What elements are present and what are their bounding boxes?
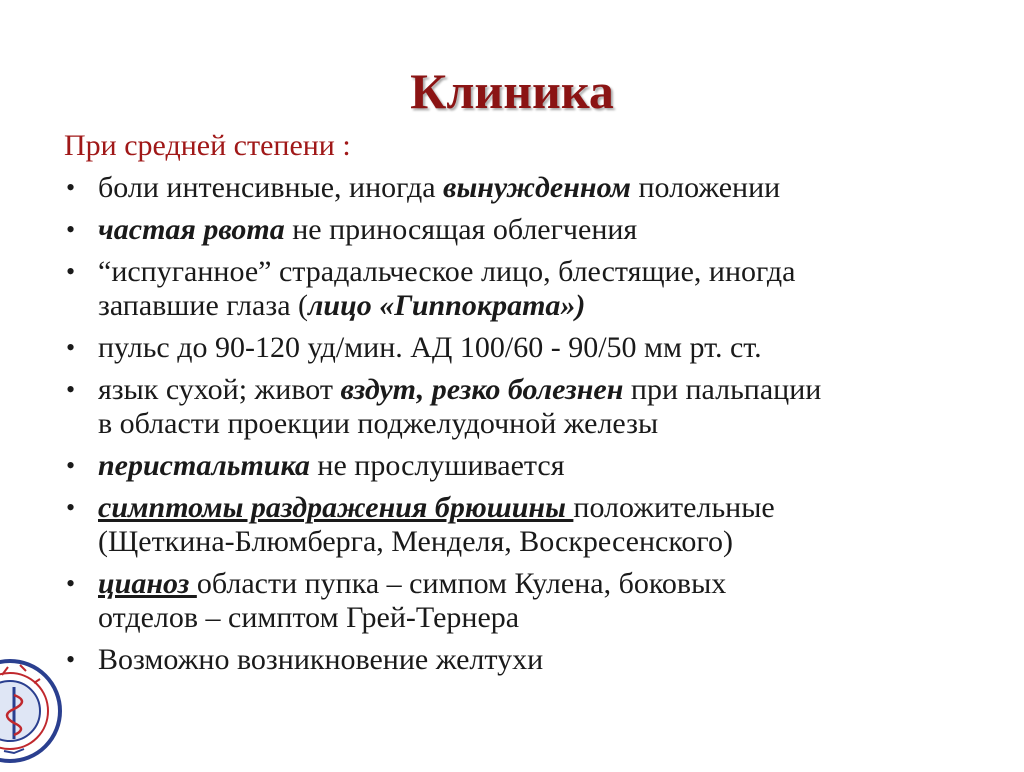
bullet-item — [60, 331, 1024, 365]
bullet-marker: • — [66, 569, 76, 598]
bullet-text-segment: перистальтика — [98, 449, 310, 482]
bullet-text-segment: положительные — [573, 491, 775, 524]
bullet-line — [98, 407, 1024, 441]
bullet-line — [98, 567, 1024, 601]
bullet-item — [60, 213, 1024, 247]
slide-title: Клиника — [410, 63, 614, 119]
bullet-line — [98, 171, 1024, 205]
bullet-line — [98, 601, 1024, 635]
bullet-marker: • — [66, 493, 76, 522]
bullet-text-segment: симптомы раздражения брюшины — [98, 491, 574, 524]
bullet-text-segment: при пальпации — [623, 373, 822, 406]
bullet-text-segment: в области проекции поджелудочной железы — [98, 407, 659, 440]
bullet-text-segment: запавшие глаза ( — [98, 289, 308, 322]
bullet-text-segment: положении — [630, 171, 781, 204]
bullet-text-segment: язык сухой; живот — [98, 373, 341, 406]
bullet-text-segment: не прослушивается — [309, 449, 565, 482]
slide-subtitle: При средней степени : — [64, 129, 351, 162]
bullet-marker: • — [66, 451, 76, 480]
bullet-text-segment: лицо «Гиппократа») — [308, 289, 586, 322]
bullet-text-segment: не приносящая облегчения — [284, 213, 638, 246]
bullet-line — [98, 643, 1024, 677]
bullet-text-segment: вынужденном — [443, 171, 631, 204]
bullet-item — [60, 255, 1024, 323]
bullet-list — [60, 171, 1024, 685]
bullet-item — [60, 373, 1024, 441]
bullet-item — [60, 491, 1024, 559]
bullet-item — [60, 567, 1024, 635]
bullet-text-segment: частая рвота — [98, 213, 285, 246]
bullet-item — [60, 643, 1024, 677]
bullet-line — [98, 331, 1024, 365]
bullet-text-segment: области пупка – симпом Кулена, боковых — [196, 567, 727, 600]
bullet-text-segment: (Щеткина-Блюмберга, Менделя, Воскресенского) — [98, 525, 733, 558]
bullet-marker: • — [66, 333, 76, 362]
bullet-text-segment: цианоз — [98, 567, 197, 600]
bullet-line — [98, 449, 1024, 483]
bullet-marker: • — [66, 173, 76, 202]
bullet-line — [98, 373, 1024, 407]
bullet-marker: • — [66, 215, 76, 244]
bullet-text-segment: отделов – симптом Грей-Тернера — [98, 601, 520, 634]
bullet-text-segment: пульс до 90-120 уд/мин. АД 100/60 - 90/50 мм рт. ст. — [98, 331, 762, 364]
bullet-line — [98, 525, 1024, 559]
bullet-line — [98, 491, 1024, 525]
bullet-line — [98, 289, 1024, 323]
university-emblem-icon — [0, 655, 62, 767]
bullet-line — [98, 213, 1024, 247]
bullet-text-segment: “испуганное” страдальческое лицо, блестящие, иногда — [98, 255, 796, 288]
bullet-marker: • — [66, 257, 76, 286]
bullet-item — [60, 171, 1024, 205]
bullet-item — [60, 449, 1024, 483]
bullet-text-segment: Возможно возникновение желтухи — [98, 643, 544, 676]
bullet-text-segment: вздут, резко болезнен — [340, 373, 624, 406]
bullet-text-segment: боли интенсивные, иногда — [98, 171, 444, 204]
bullet-line — [98, 255, 1024, 289]
bullet-marker: • — [66, 375, 76, 404]
bullet-marker: • — [66, 645, 76, 674]
